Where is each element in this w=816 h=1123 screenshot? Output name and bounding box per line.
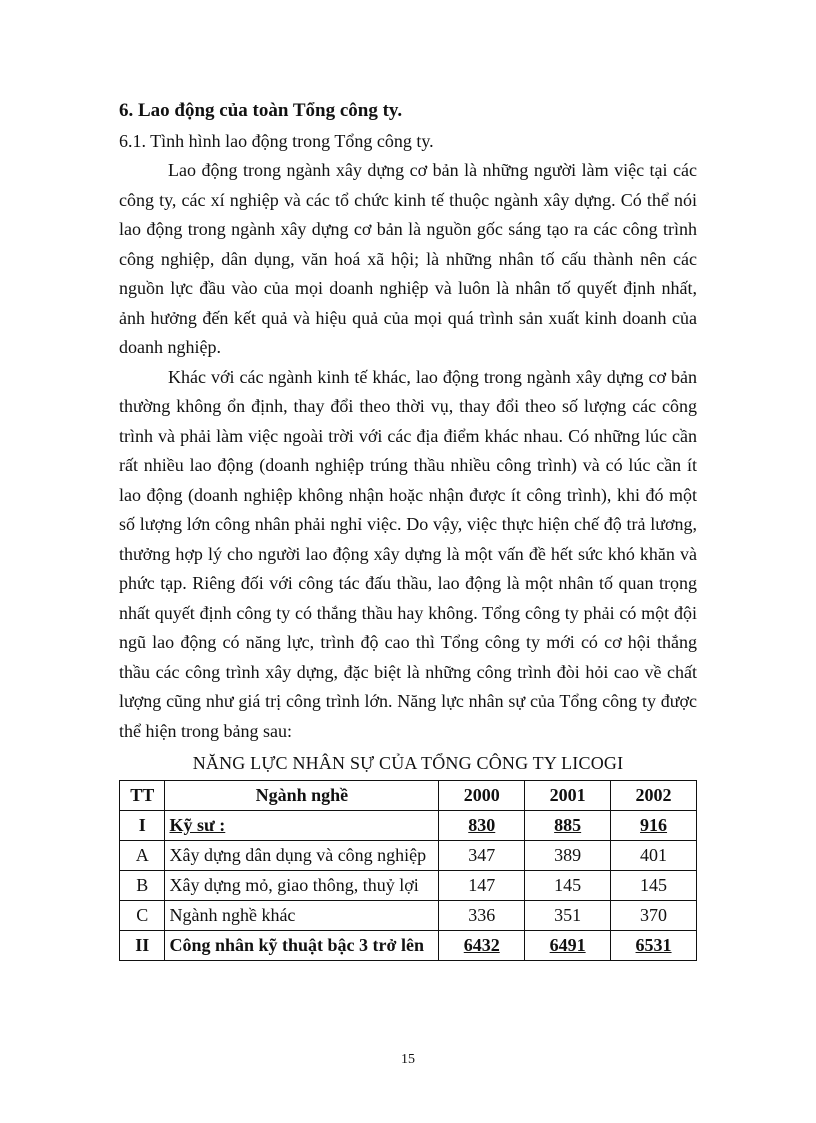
row-name: Xây dựng dân dụng và công nghiệp	[165, 841, 439, 871]
row-2000: 347	[439, 841, 525, 871]
row-2002: 370	[611, 901, 697, 931]
row-2001: 145	[525, 871, 611, 901]
subsection-heading: 6.1. Tình hình lao động trong Tổng công ty.	[119, 131, 434, 151]
row-2001: 885	[525, 811, 611, 841]
paragraph-1: Lao động trong ngành xây dựng cơ bản là những người làm việc tại các công ty, các xí nghiệp và các tổ chức kinh tế thuộc ngành xây dựng. Có thể nói lao động trong ngành xây dựng cơ bản là nguồn gốc sáng tạo ra các công trình công nghiệp, dân dụng, văn hoá xã hội; là những nhân tố cấu thành nên các nguồn lực đầu vào của mọi doanh nghiệp và luôn là nhân tố quyết định nhất, ảnh hưởng đến kết quả và hiệu quả của mọi quá trình sản xuất kinh doanh của doanh nghiệp.	[119, 160, 697, 357]
header-2002: 2002	[611, 781, 697, 811]
row-2000: 6432	[439, 931, 525, 961]
table-row	[120, 811, 697, 841]
header-tt: TT	[120, 781, 165, 811]
row-2000: 336	[439, 901, 525, 931]
row-tt: C	[120, 901, 165, 931]
document-page	[119, 96, 697, 961]
row-2000: 147	[439, 871, 525, 901]
row-2002: 145	[611, 871, 697, 901]
row-2002: 6531	[611, 931, 697, 961]
row-2002: 916	[611, 811, 697, 841]
table-row	[120, 901, 697, 931]
section-heading: 6. Lao động của toàn Tổng công ty.	[119, 100, 403, 121]
personnel-table	[119, 780, 697, 961]
row-2001: 389	[525, 841, 611, 871]
row-2000: 830	[439, 811, 525, 841]
table-title: NĂNG LỰC NHÂN SỰ CỦA TỔNG CÔNG TY LICOGI	[192, 753, 624, 773]
row-tt: I	[120, 811, 165, 841]
row-2002: 401	[611, 841, 697, 871]
table-header-row	[120, 781, 697, 811]
header-2001: 2001	[525, 781, 611, 811]
row-2001: 6491	[525, 931, 611, 961]
header-2000: 2000	[439, 781, 525, 811]
table-row	[120, 871, 697, 901]
row-name: Công nhân kỹ thuật bậc 3 trở lên	[165, 931, 439, 961]
row-name: Xây dựng mỏ, giao thông, thuỷ lợi	[165, 871, 439, 901]
page-number: 15	[401, 1052, 415, 1067]
row-tt: II	[120, 931, 165, 961]
paragraph-2: Khác với các ngành kinh tế khác, lao động trong ngành xây dựng cơ bản thường không ổn định, thay đổi theo thời vụ, thay đổi theo số lượng các công trình và phải làm việc ngoài trời với các địa điểm khác nhau. Có những lúc cần rất nhiều lao động (doanh nghiệp trúng thầu nhiều công trình) và có lúc cần ít lao động (doanh nghiệp không nhận hoặc nhận được ít công trình), khi đó một số lượng lớn công nhân phải nghỉ việc. Do vậy, việc thực hiện chế độ trả lương, thưởng hợp lý cho người lao động xây dựng là một vấn đề hết sức khó khăn và phức tạp. Riêng đối với công tác đấu thầu, lao động là một nhân tố quan trọng nhất quyết định công ty có thắng thầu hay không. Tổng công ty phải có một đội ngũ lao động có năng lực, trình độ cao thì Tổng công ty mới có cơ hội thắng thầu các công trình xây dựng, đặc biệt là những công trình đòi hỏi cao về chất lượng cũng như giá trị công trình lớn. Năng lực nhân sự của Tổng công ty được thể hiện trong bảng sau:	[119, 366, 697, 741]
row-tt: A	[120, 841, 165, 871]
table-row	[120, 841, 697, 871]
row-name: Ngành nghề khác	[165, 901, 439, 931]
row-name: Kỹ sư :	[165, 811, 439, 841]
row-tt: B	[120, 871, 165, 901]
table-row	[120, 931, 697, 961]
header-name: Ngành nghề	[165, 781, 439, 811]
row-2001: 351	[525, 901, 611, 931]
